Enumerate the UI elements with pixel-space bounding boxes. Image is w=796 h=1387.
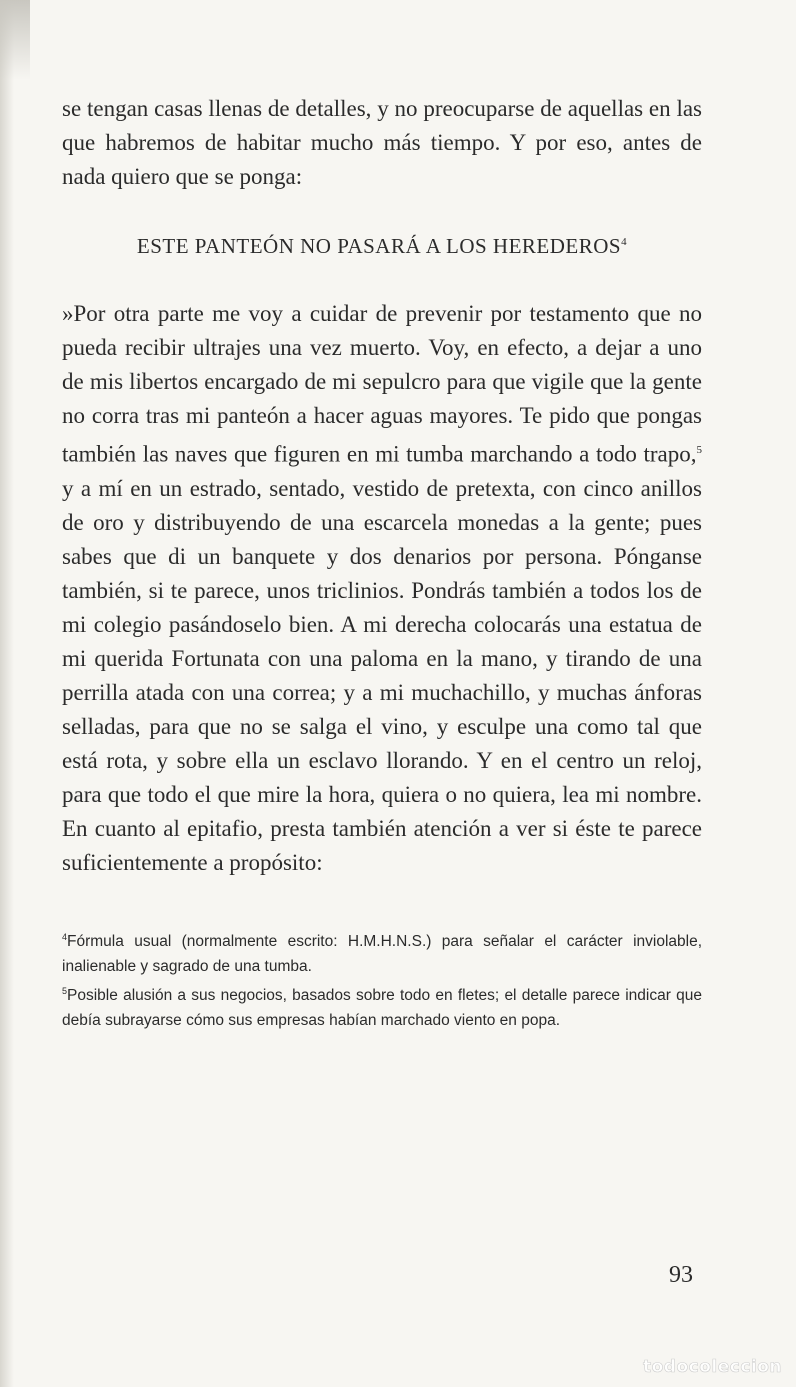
- footnote-marker-4: 4: [621, 236, 628, 248]
- main-paragraph-part2: y a mí en un estrado, sentado, vestido de pretexta, con cinco anillos de oro y distribuyendo de una escarcela monedas a la gente; pues sabes que di un banquete y dos denarios por persona. Pónganse también, si te parece, unos triclinios. Pondrás también a todos los de mi colegio pasándoselo bien. A mi derecha colocarás una estatua de mi querida Fortunata con una paloma en la mano, y tirando de una perrilla atada con una correa; y a mi muchachillo, y muchas ánforas selladas, para que no se salga el vino, y esculpe una como tal que está rota, y sobre ella un esclavo llorando. Y en el centro un reloj, para que todo el que mire la hora, quiera o no quiera, lea mi nombre. En cuanto al epitafio, presta también atención a ver si éste te parece suficientemente a propósito:: [62, 475, 702, 875]
- footnote-5-marker: 5: [62, 985, 68, 996]
- footnote-marker-5: 5: [696, 444, 702, 456]
- footnote-4: [62, 925, 702, 979]
- footnote-5-text: Posible alusión a sus negocios, basados sobre todo en fletes; el detalle parece indicar que debía subrayarse cómo sus empresas habían marchado viento en popa.: [62, 986, 702, 1029]
- footnote-5: [62, 979, 702, 1033]
- main-paragraph-part1: »Por otra parte me voy a cuidar de prevenir por testamento que no pueda recibir ultrajes una vez muerto. Voy, en efecto, a dejar a uno de mis libertos encargado de mi sepulcro para que vigile que la gente no corra tras mi panteón a hacer aguas mayores. Te pido que pongas también las naves que figuren en mi tumba marchando a todo trapo,: [62, 301, 702, 467]
- footnotes: [62, 925, 702, 1033]
- footnote-4-text: Fórmula usual (normalmente escrito: H.M.H.N.S.) para señalar el carácter inviolable, inalienable y sagrado de una tumba.: [62, 932, 702, 975]
- opening-paragraph: se tengan casas llenas de detalles, y no preocuparse de aquellas en las que habremos de habitar mucho más tiempo. Y por eso, antes de nada quiero que se ponga:: [62, 96, 702, 189]
- page-edge-shadow: [0, 0, 14, 1387]
- inscription-text: ESTE PANTEÓN NO PASARÁ A LOS HEREDEROS: [136, 234, 622, 258]
- page-corner-shade: [0, 0, 30, 80]
- watermark-logo: todocoleccion: [642, 1357, 782, 1377]
- page-number: 93: [669, 1262, 693, 1288]
- footnote-4-marker: 4: [62, 931, 68, 942]
- main-paragraph: [62, 297, 702, 880]
- inscription-heading: [62, 227, 702, 261]
- book-page: [62, 92, 702, 1033]
- body-text: [62, 92, 702, 194]
- main-text: [62, 297, 702, 880]
